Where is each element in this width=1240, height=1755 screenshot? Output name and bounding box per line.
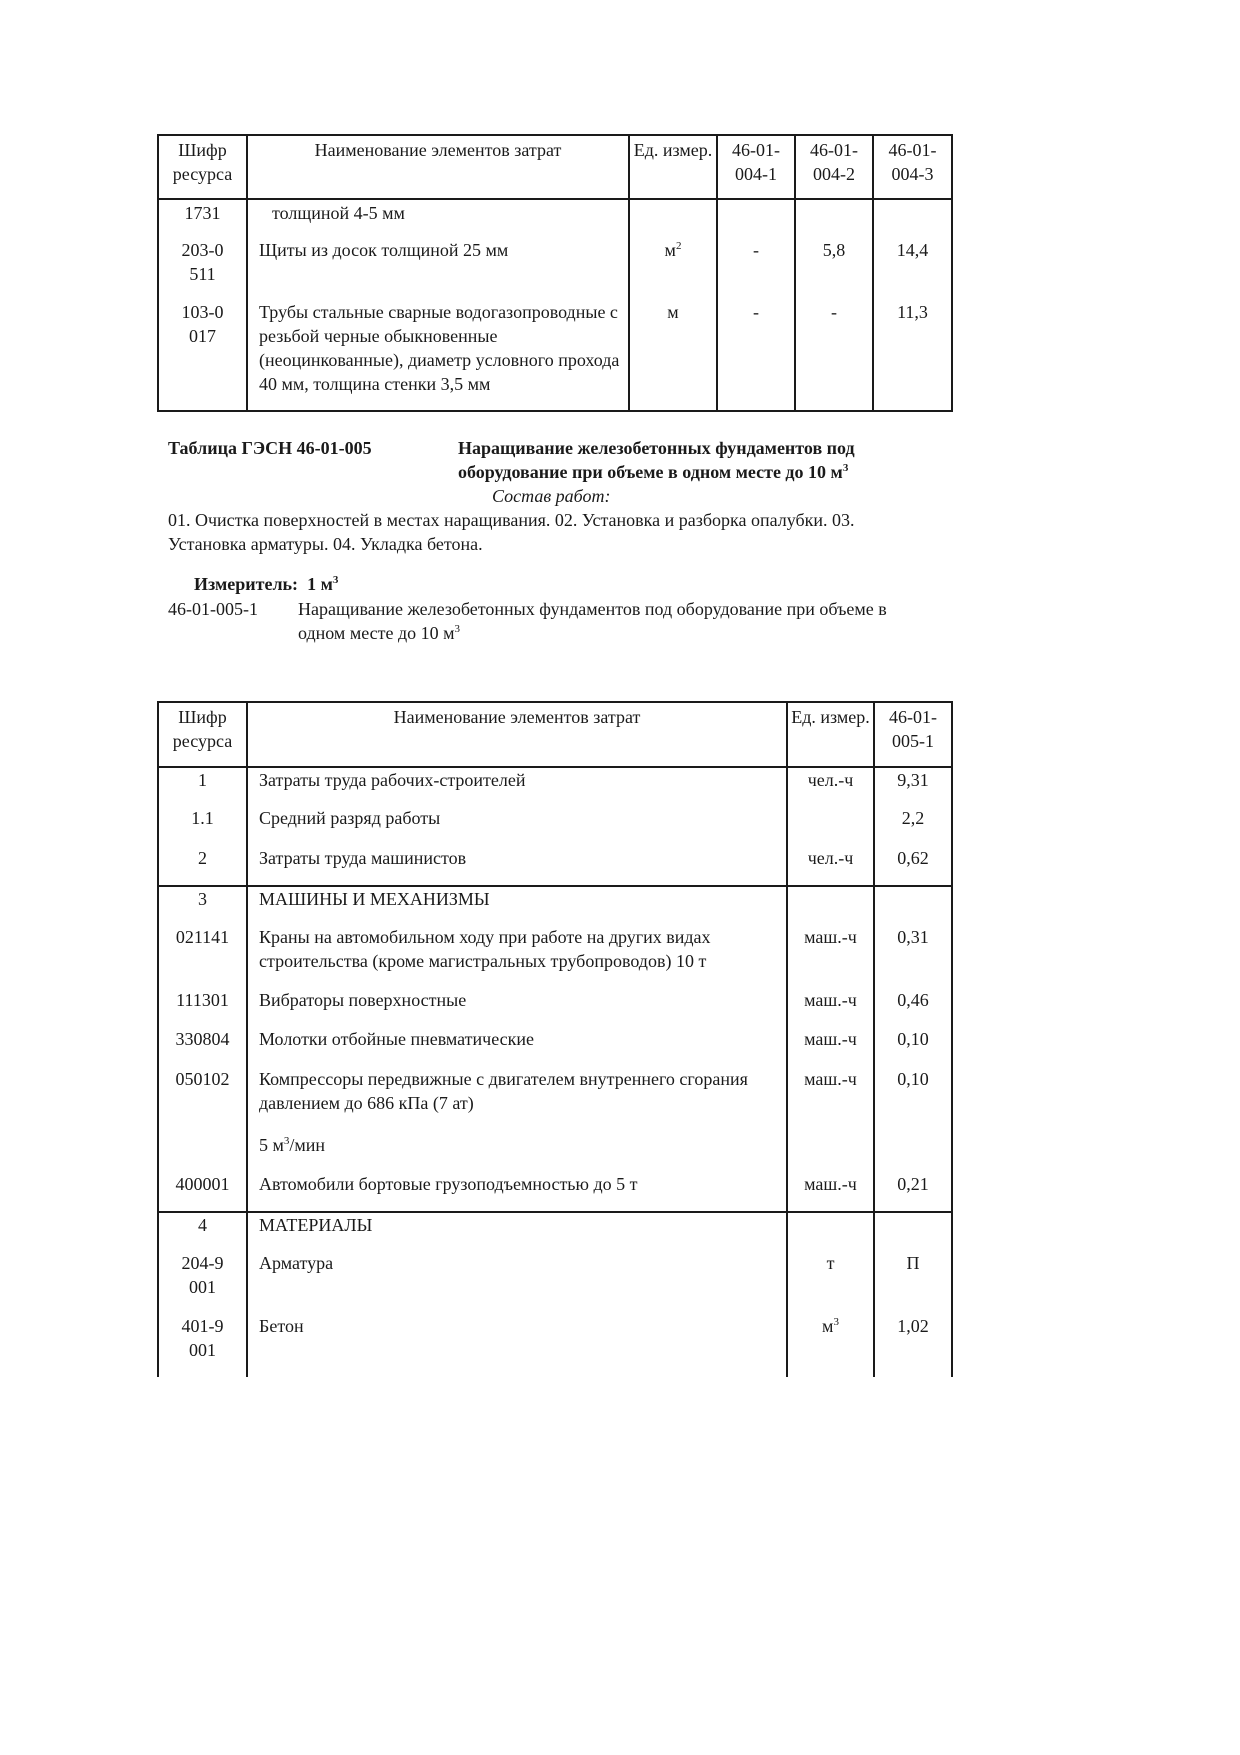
cell-name: МАТЕРИАЛЫ	[247, 1212, 787, 1251]
header-col3: 46-01-004-3	[873, 135, 952, 199]
cell-code: 1731	[158, 199, 247, 237]
cell-unit: чел.-ч	[787, 767, 874, 806]
cell-unit	[629, 199, 717, 237]
resource-table-46-01-005	[157, 701, 953, 1377]
cell-name: Молотки отбойные пневматические	[247, 1027, 787, 1067]
cell-value: 0,21	[874, 1172, 952, 1212]
cell-code: 1	[158, 767, 247, 806]
cell-code: 050102	[158, 1067, 247, 1172]
cell-name: Краны на автомобильном ходу при работе на других видах строительства (кроме магистральных трубопроводов) 10 т	[247, 925, 787, 988]
cell-unit	[787, 886, 874, 925]
item-description: Наращивание железобетонных фундаментов под оборудование при объеме в одном месте до 10 $м^3$	[298, 599, 887, 643]
header-code: Шифр ресурса	[158, 135, 247, 199]
cell-unit	[787, 1212, 874, 1251]
cell-value: 9,31	[874, 767, 952, 806]
cell-value	[874, 1212, 952, 1251]
cell-v2: -	[795, 300, 873, 411]
item-code: 46-01-005-1	[168, 599, 258, 619]
cell-v1: -	[717, 237, 795, 300]
table-row	[158, 1172, 952, 1212]
section-title: Наращивание железобетонных фундаментов под оборудование при объеме в одном месте до 10 $м^3$	[458, 438, 855, 482]
cell-code: 400001	[158, 1172, 247, 1212]
cell-value: 2,2	[874, 806, 952, 846]
cell-code: 401-9001	[158, 1314, 247, 1377]
header-name: Наименование элементов затрат	[247, 135, 629, 199]
cell-name: Затраты труда рабочих-строителей	[247, 767, 787, 806]
cell-unit: маш.-ч	[787, 925, 874, 988]
cell-unit	[787, 806, 874, 846]
table-row	[158, 925, 952, 988]
header-code: Шифр ресурса	[158, 702, 247, 767]
cell-code: 021141	[158, 925, 247, 988]
cell-value: 1,02	[874, 1314, 952, 1377]
cell-code: 111301	[158, 988, 247, 1027]
header-col1: 46-01-005-1	[874, 702, 952, 767]
cell-unit: маш.-ч	[787, 1067, 874, 1172]
cell-unit: чел.-ч	[787, 846, 874, 886]
cell-name: Бетон	[247, 1314, 787, 1377]
table-row-machinist-labor	[158, 846, 952, 886]
cell-code: 204-9001	[158, 1251, 247, 1314]
table-row	[158, 1027, 952, 1067]
cell-name: Средний разряд работы	[247, 806, 787, 846]
cell-name: Компрессоры передвижные с двигателем внутреннего сгорания давлением до 686 кПа (7 ат) 5 $м^3$/мин	[247, 1067, 787, 1172]
cell-v3: 11,3	[873, 300, 952, 411]
cell-unit: маш.-ч	[787, 1027, 874, 1067]
cell-name: Щиты из досок толщиной 25 мм	[247, 237, 629, 300]
header-col2: 46-01-004-2	[795, 135, 873, 199]
cell-value: 0,31	[874, 925, 952, 988]
cell-code: 2	[158, 846, 247, 886]
cell-v2	[795, 199, 873, 237]
table-row-labor	[158, 767, 952, 806]
cell-unit: т	[787, 1251, 874, 1314]
table-header-row	[158, 702, 952, 767]
cell-v2: 5,8	[795, 237, 873, 300]
header-unit: Ед. измер.	[787, 702, 874, 767]
cell-unit: м	[629, 300, 717, 411]
table-header-row	[158, 135, 952, 199]
cell-value: П	[874, 1251, 952, 1314]
cell-name: Трубы стальные сварные водогазопроводные с резьбой черные обыкновенные (неоцинкованные), диаметр условного прохода 40 мм, толщина стенки 3,5 мм	[247, 300, 629, 411]
table-row	[158, 1314, 952, 1377]
cell-unit: маш.-ч	[787, 1172, 874, 1212]
table-row	[158, 199, 952, 237]
cell-code: 1.1	[158, 806, 247, 846]
cell-name: Арматура	[247, 1251, 787, 1314]
cell-name: Затраты труда машинистов	[247, 846, 787, 886]
cell-name: Вибраторы поверхностные	[247, 988, 787, 1027]
resource-table-46-01-004	[157, 134, 953, 412]
table-row-machines-heading	[158, 886, 952, 925]
cell-value: 0,10	[874, 1027, 952, 1067]
meter: Измеритель: 1 $м^3$	[194, 574, 339, 594]
header-name: Наименование элементов затрат	[247, 702, 787, 767]
table-label: Таблица ГЭСН 46-01-005	[168, 438, 372, 458]
cell-name: толщиной 4-5 мм	[247, 199, 629, 237]
cell-value: 0,46	[874, 988, 952, 1027]
cell-code: 4	[158, 1212, 247, 1251]
cell-code: 103-0017	[158, 300, 247, 411]
cell-v1: -	[717, 300, 795, 411]
cell-name: Автомобили бортовые грузоподъемностью до 5 т	[247, 1172, 787, 1212]
table-row	[158, 300, 952, 411]
cell-value: 0,10	[874, 1067, 952, 1172]
cell-code: 3	[158, 886, 247, 925]
cell-value: 0,62	[874, 846, 952, 886]
header-unit: Ед. измер.	[629, 135, 717, 199]
cell-v3: 14,4	[873, 237, 952, 300]
cell-name: МАШИНЫ И МЕХАНИЗМЫ	[247, 886, 787, 925]
cell-value	[874, 886, 952, 925]
table-row-materials-heading	[158, 1212, 952, 1251]
table-row	[158, 237, 952, 300]
cell-unit: маш.-ч	[787, 988, 874, 1027]
cell-v1	[717, 199, 795, 237]
table-row	[158, 1251, 952, 1314]
cell-code: 330804	[158, 1027, 247, 1067]
work-composition-heading: Состав работ:	[492, 486, 611, 506]
cell-unit: $м^2$	[629, 237, 717, 300]
table-row	[158, 988, 952, 1027]
cell-unit: $м^3$	[787, 1314, 874, 1377]
table-row	[158, 1067, 952, 1172]
header-col1: 46-01-004-1	[717, 135, 795, 199]
cell-code: 203-0511	[158, 237, 247, 300]
cell-v3	[873, 199, 952, 237]
work-composition-text: 01. Очистка поверхностей в местах наращивания. 02. Установка и разборка опалубки. 03. Установка арматуры. 04. Укладка бетона.	[168, 510, 855, 554]
table-row-grade	[158, 806, 952, 846]
